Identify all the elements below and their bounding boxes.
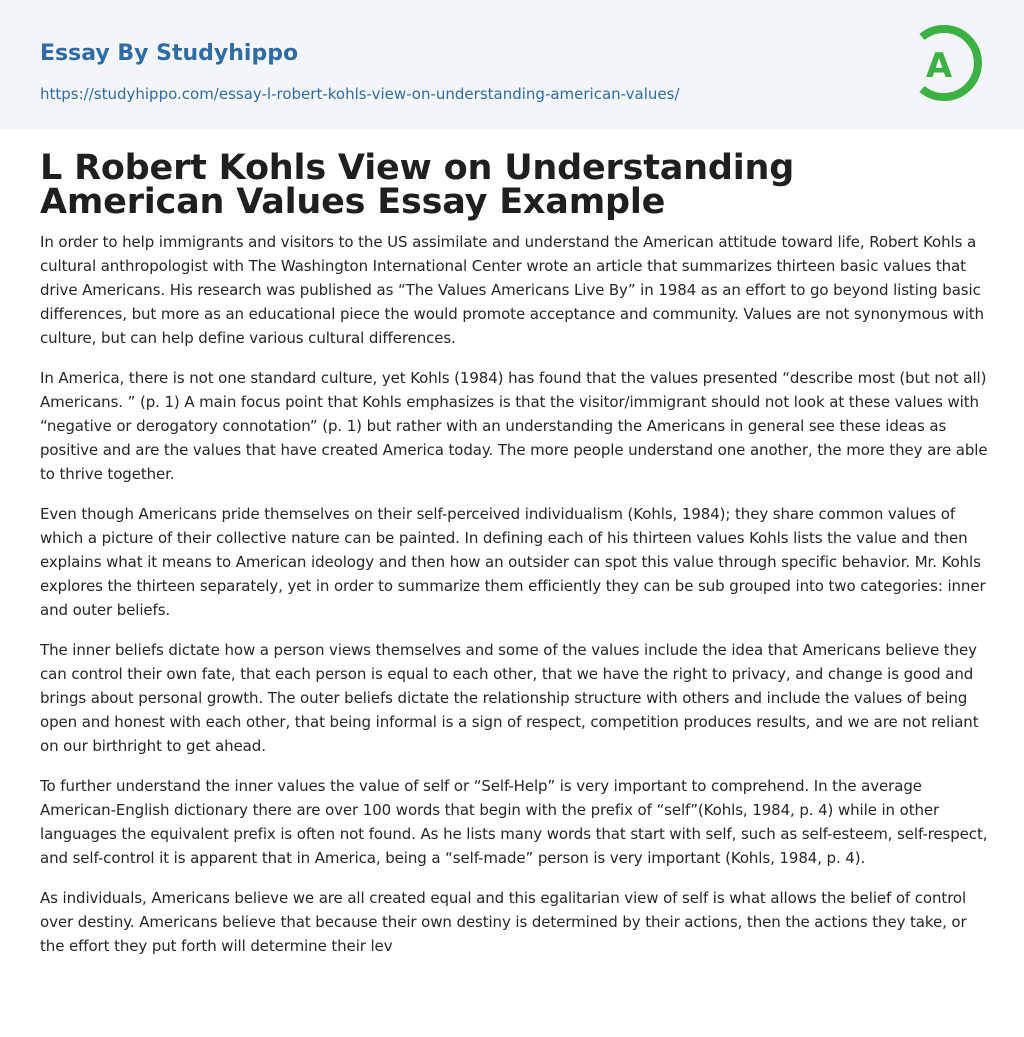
site-header <box>0 0 1024 129</box>
essay-paragraph-4: The inner beliefs dictate how a person views themselves and some of the values include the idea that Americans believe they can control their own fate, that each person is equal to each other, that we have the right to privacy, and change is good and brings about personal growth. The outer beliefs dictate the relationship structure with others and include the values of being open and honest with each other, that being informal is a sign of respect, competition produces results, and we are not reliant on our birthright to get ahead. <box>40 641 979 755</box>
logo-letter: A <box>925 46 953 86</box>
essay-paragraph-6: As individuals, Americans believe we are all created equal and this egalitarian view of self is what allows the belief of control over destiny. Americans believe that because their own destiny is determined by their actions, then the actions they take, or the effort they put forth will determine their lev <box>40 889 967 955</box>
essay-paragraph-2: In America, there is not one standard culture, yet Kohls (1984) has found that the values presented “describe most (but not all) Americans. ” (p. 1) A main focus point that Kohls emphasizes is that the visitor/immigrant should not look at these values with “negative or derogatory connotation” (p. 1) but rather with an understanding the Americans in general see these ideas as positive and are the values that have created America today. The more people understand one another, the more they are able to thrive together. <box>40 369 988 483</box>
title-container <box>40 148 990 222</box>
essay-paragraph-3: Even though Americans pride themselves on their self-perceived individualism (Kohls, 1984); they share common values of which a picture of their collective nature can be painted. In defining each of his thirteen values Kohls lists the value and then explains what it means to American ideology and then how an outsider can spot this value through specific behavior. Mr. Kohls explores the thirteen separately, yet in order to summarize them efficiently they can be sub grouped into two categories: inner and outer beliefs. <box>40 505 986 619</box>
essay-title: L Robert Kohls View on Understanding American Values Essay Example <box>40 148 795 222</box>
essay-paragraph-5: To further understand the inner values the value of self or “Self-Help” is very important to comprehend. In the average American-English dictionary there are over 100 words that begin with the prefix of “self”(Kohls, 1984, p. 4) while in other languages the equivalent prefix is often not found. As he lists many words that start with self, such as self-esteem, self-respect, and self-control it is apparent that in America, being a “self-made” person is very important (Kohls, 1984, p. 4). <box>40 777 988 867</box>
studyhippo-logo-icon[interactable] <box>910 19 988 107</box>
essay-paragraph-1: In order to help immigrants and visitors to the US assimilate and understand the American attitude toward life, Robert Kohls a cultural anthropologist with The Washington International Center wrote an article that summarizes thirteen basic values that drive Americans. His research was published as “The Values Americans Live By” in 1984 as an effort to go beyond listing basic differences, but more as an educational piece the would promote acceptance and community. Values are not synonymous with culture, but can help define various cultural differences. <box>40 233 984 347</box>
site-brand[interactable]: Essay By Studyhippo <box>40 41 299 66</box>
essay-body <box>40 230 988 974</box>
source-url-link[interactable]: https://studyhippo.com/essay-l-robert-kohls-view-on-understanding-american-values/ <box>40 85 680 103</box>
